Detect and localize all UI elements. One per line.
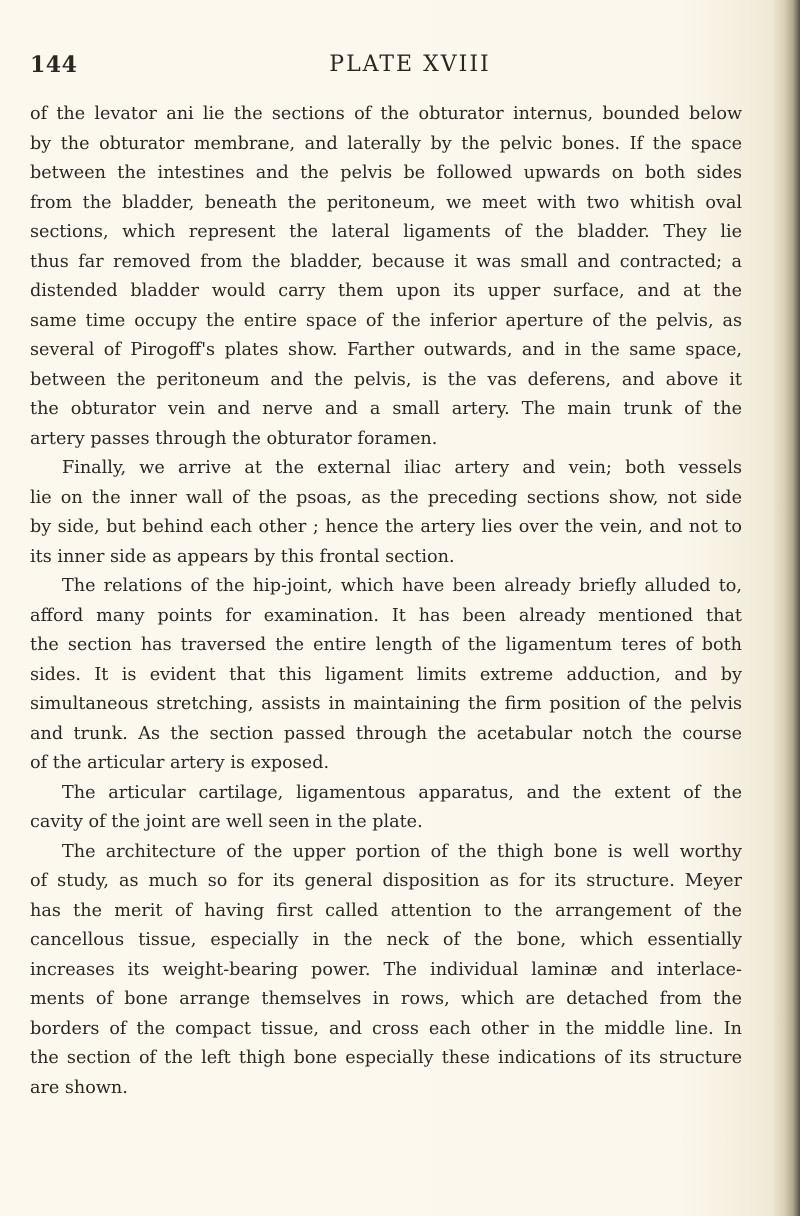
text-line: between the intestines and the pelvis be followed upwards on both sides xyxy=(30,163,742,183)
text-line: Finally, we arrive at the external iliac artery and vein; both vessels xyxy=(62,458,742,478)
text-line: borders of the compact tissue, and cross each other in the middle line. In xyxy=(30,1018,742,1039)
text-line: several of Pirogoff's plates show. Farther outwards, and in the same space, xyxy=(30,340,742,360)
text-line: The articular cartilage, ligamentous apparatus, and the extent of the xyxy=(62,782,742,803)
text-line: its inner side as appears by this frontal section. xyxy=(30,546,455,567)
text-line: The relations of the hip-joint, which have been already briefly alluded to, xyxy=(62,576,742,596)
text-line: the section of the left thigh bone especially these indications of its structure xyxy=(30,1048,742,1068)
text-line: the obturator vein and nerve and a small artery. The main trunk of the xyxy=(30,399,742,419)
text-line: afford many points for examination. It has been already mentioned that xyxy=(30,605,742,626)
text-line: are shown. xyxy=(30,1077,128,1098)
text-line: ments of bone arrange themselves in rows, which are detached from the xyxy=(30,989,742,1009)
page-number: 144 xyxy=(30,52,78,78)
text-line: sections, which represent the lateral ligaments of the bladder. They lie xyxy=(30,222,742,242)
text-line: The architecture of the upper portion of the thigh bone is well worthy xyxy=(62,841,742,862)
text-line: the section has traversed the entire length of the ligamentum teres of both xyxy=(30,635,742,655)
running-title: PLATE XVIII xyxy=(329,52,491,77)
text-line: by side, but behind each other ; hence the artery lies over the vein, and not to xyxy=(30,517,742,537)
text-line: increases its weight-bearing power. The individual laminæ and interlace- xyxy=(30,959,742,980)
text-line: and trunk. As the section passed through the acetabular notch the course xyxy=(30,723,742,744)
text-line: simultaneous stretching, assists in maintaining the firm position of the pelvis xyxy=(30,694,742,714)
page-header xyxy=(30,52,750,84)
text-line: thus far removed from the bladder, because it was small and contracted; a xyxy=(30,251,742,272)
body-text xyxy=(30,100,742,1103)
text-line: sides. It is evident that this ligament limits extreme adduction, and by xyxy=(30,664,742,685)
text-line: of the articular artery is exposed. xyxy=(30,753,330,773)
text-line: cancellous tissue, especially in the neck of the bone, which essentially xyxy=(30,930,742,950)
text-line: from the bladder, beneath the peritoneum, we meet with two whitish oval xyxy=(30,192,742,213)
text-line: by the obturator membrane, and laterally by the pelvic bones. If the space xyxy=(30,133,742,154)
text-line: distended bladder would carry them upon its upper surface, and at the xyxy=(30,281,742,301)
text-line: lie on the inner wall of the psoas, as the preceding sections show, not side xyxy=(30,487,742,508)
page-gutter-shadow xyxy=(772,0,800,1216)
text-line: cavity of the joint are well seen in the plate. xyxy=(30,812,423,832)
text-line: has the merit of having first called attention to the arrangement of the xyxy=(30,900,742,921)
text-line: between the peritoneum and the pelvis, is the vas deferens, and above it xyxy=(30,369,742,390)
text-line: artery passes through the obturator foramen. xyxy=(30,428,438,449)
text-line: of study, as much so for its general disposition as for its structure. Meyer xyxy=(30,871,742,891)
text-line: same time occupy the entire space of the inferior aperture of the pelvis, as xyxy=(30,310,742,331)
text-line: of the levator ani lie the sections of the obturator internus, bounded below xyxy=(30,104,742,124)
